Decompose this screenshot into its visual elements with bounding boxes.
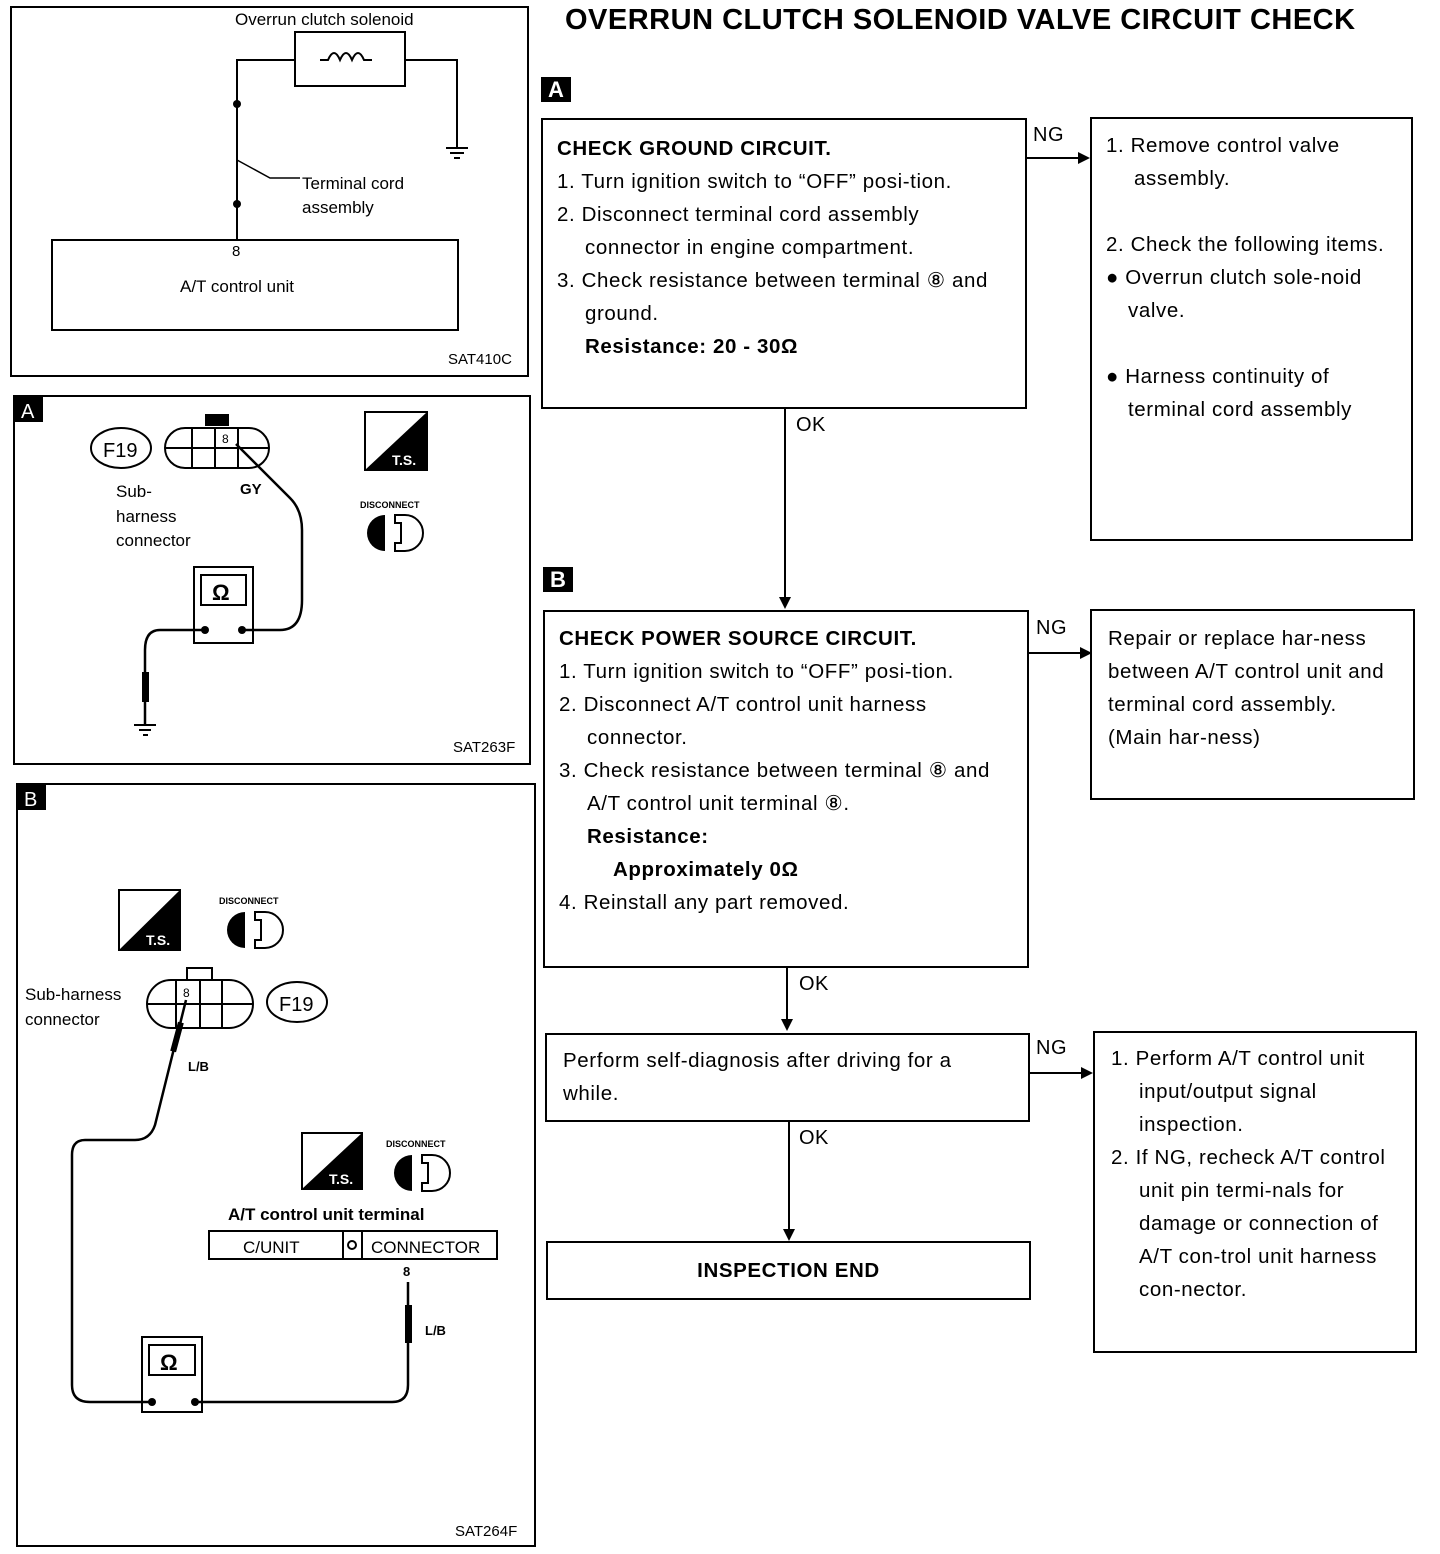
ng-c-item: 2. If NG, recheck A/T control unit pin termi-nals for damage or connection of A/T con-trol unit harness con-nector.: [1111, 1146, 1386, 1301]
wire-color-2: L/B: [425, 1323, 446, 1338]
connector-label: Sub-harness: [25, 985, 122, 1004]
disconnect-icon: [227, 912, 245, 948]
ok-label: OK: [799, 1127, 829, 1149]
ng-b-text: Repair or replace har-ness between A/T control unit and terminal cord assembly. (Main har-ness): [1108, 627, 1385, 749]
disconnect-icon: [367, 515, 385, 551]
step-b-spec-value: Approximately 0Ω: [613, 858, 799, 881]
connector-label-2: harness: [116, 507, 177, 526]
left-diagrams: [0, 0, 540, 1554]
inspection-end-box: [546, 1241, 1031, 1300]
step-a-spec: Resistance: 20 - 30Ω: [585, 335, 799, 358]
page-title: OVERRUN CLUTCH SOLENOID VALVE CIRCUIT CHECK: [565, 4, 1356, 36]
ng-c-item: 1. Perform A/T control unit input/output signal inspection.: [1111, 1047, 1365, 1136]
ground-icon: [446, 148, 468, 158]
marker-a: A: [541, 77, 571, 102]
connector-label-3: connector: [116, 531, 191, 550]
step-c-box: [545, 1033, 1030, 1122]
ng-label: NG: [1033, 124, 1064, 146]
step-a-item: 3. Check resistance between terminal ⑧ and ground.: [557, 269, 989, 325]
pin-number: 8: [222, 432, 229, 446]
connector-id: F19: [103, 440, 138, 462]
step-b-spec-label: Resistance:: [587, 825, 709, 848]
marker-b: B: [24, 789, 38, 811]
figure-code: SAT263F: [453, 739, 516, 756]
terminal-number: 8: [232, 243, 241, 260]
disconnect-label: DISCONNECT: [219, 896, 279, 906]
ts-label: T.S.: [392, 452, 417, 468]
step-a-box: [541, 118, 1027, 409]
inspection-end-text: INSPECTION END: [697, 1259, 880, 1282]
step-b-item: 1. Turn ignition switch to “OFF” posi-tion.: [559, 660, 954, 683]
cunit-label: C/UNIT: [243, 1238, 300, 1257]
connector-label: Sub-: [116, 482, 152, 501]
step-b-item: 3. Check resistance between terminal ⑧ and A/T control unit terminal ⑧.: [559, 759, 991, 815]
ng-a-bullet: Harness continuity of terminal cord assembly: [1125, 365, 1352, 421]
step-a-item: 1. Turn ignition switch to “OFF” posi-tion.: [557, 170, 952, 193]
unit-terminal-label: A/T control unit terminal: [228, 1205, 425, 1224]
marker-a: A: [21, 401, 35, 423]
connector-text: CONNECTOR: [371, 1238, 481, 1257]
unit-label: A/T control unit: [180, 277, 295, 296]
ts-label-2: T.S.: [329, 1171, 354, 1187]
cord-label: Terminal cord: [302, 174, 405, 193]
ng-b-box: [1090, 609, 1415, 800]
ng-a-box: 1. Remove control valve assembly. 2. Check the following items. ● Overrun clutch sole-noid valve. ● Harness continuity of terminal cord assembly: [1090, 117, 1413, 541]
circuit-diagram: [11, 7, 528, 376]
disconnect-label-2: DISCONNECT: [386, 1139, 446, 1149]
diagram-b: [17, 784, 535, 1546]
ok-label: OK: [796, 414, 826, 436]
step-b-box: [543, 610, 1029, 968]
step-b-heading: CHECK POWER SOURCE CIRCUIT.: [559, 627, 917, 650]
step-b-item: 2. Disconnect A/T control unit harness connector.: [559, 693, 927, 749]
disconnect-label: DISCONNECT: [360, 500, 420, 510]
diagram-a: [14, 396, 530, 764]
pin-number: 8: [183, 986, 190, 1000]
ng-c-box: [1093, 1031, 1417, 1353]
step-a-item: 2. Disconnect terminal cord assembly connector in engine compartment.: [557, 203, 920, 259]
step-c-text: Perform self-diagnosis after driving for a while.: [563, 1049, 952, 1105]
ng-label: NG: [1036, 617, 1067, 639]
cord-label-2: assembly: [302, 198, 374, 217]
ng-a-item: 2. Check the following items.: [1106, 233, 1385, 256]
ng-a-bullet: Overrun clutch sole-noid valve.: [1125, 266, 1362, 322]
ohm-symbol: Ω: [160, 1350, 178, 1375]
terminal-number: 8: [403, 1264, 411, 1279]
ng-label: NG: [1036, 1037, 1067, 1059]
connector-label-2: connector: [25, 1010, 100, 1029]
wire-color: GY: [240, 481, 262, 498]
ohm-symbol: Ω: [212, 580, 230, 605]
marker-b: B: [543, 567, 573, 592]
disconnect-icon: [394, 1155, 412, 1191]
connector-id: F19: [279, 994, 314, 1016]
step-b-item: 4. Reinstall any part removed.: [559, 891, 850, 914]
coil-icon: [320, 53, 372, 60]
figure-code: SAT410C: [448, 351, 512, 368]
step-a-heading: CHECK GROUND CIRCUIT.: [557, 137, 832, 160]
wire-color: L/B: [188, 1059, 209, 1074]
ok-label: OK: [799, 973, 829, 995]
ground-icon: [134, 725, 156, 735]
ng-a-item: 1. Remove control valve assembly.: [1106, 134, 1340, 190]
solenoid-label: Overrun clutch solenoid: [235, 10, 414, 29]
figure-code: SAT264F: [455, 1523, 518, 1540]
ts-label: T.S.: [146, 932, 171, 948]
